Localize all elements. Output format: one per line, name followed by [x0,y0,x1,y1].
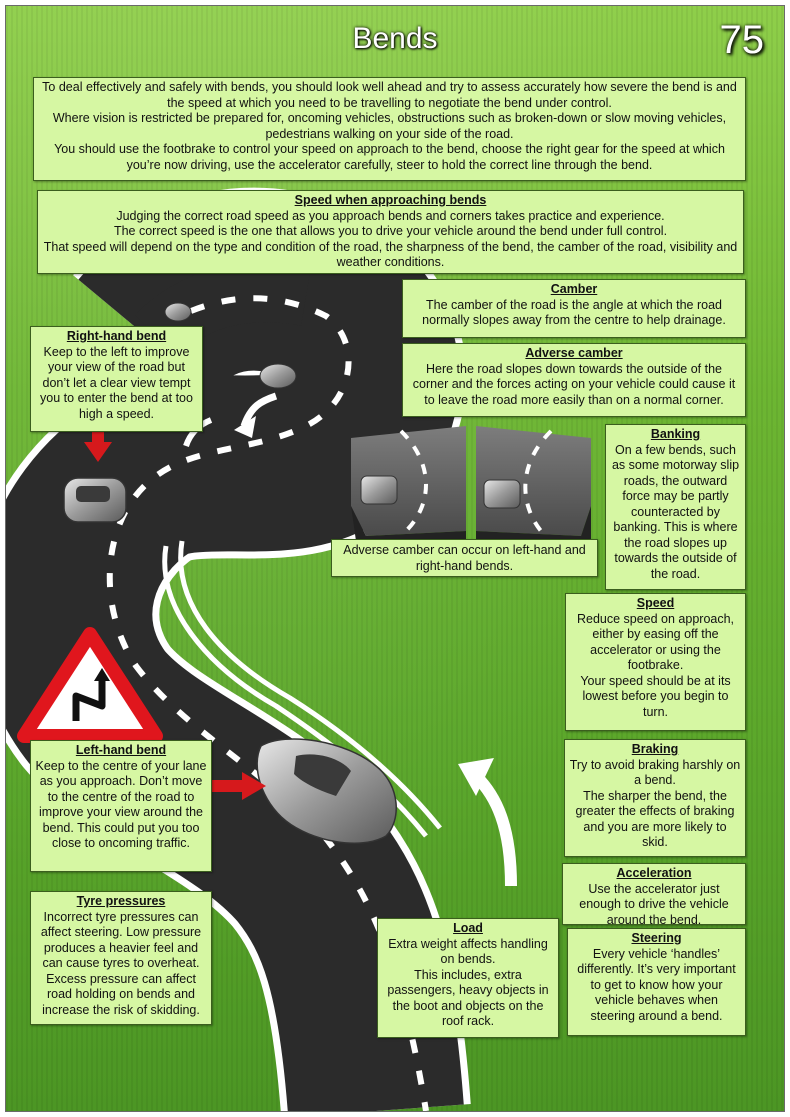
speed-text: Reduce speed on approach, either by easing off the accelerator or using the footbrake. Your speed should be at its lowest before you begin to turn. [576,611,735,719]
load-box [377,918,559,1038]
adverse-camber-caption [331,539,598,577]
banking-text: On a few bends, such as some motorway slip roads, the outward force may be partly counteracted by banking. This is where the road slopes up towards the outside of the road. [611,442,740,581]
braking-heading: Braking [631,742,679,756]
right-hand-bend-heading: Right-hand bend [66,329,167,343]
speed-approaching-text: Judging the correct road speed as you approach bends and corners takes practice and experience. The correct speed is the one that allows you to drive your vehicle around the bend under full control. That speed will depend on the type and condition of the road, the sharpness of the bend, the camber of the road, visibility and weather conditions. [43,208,738,269]
right-hand-bend-text: Keep to the left to improve your view of the road but don’t let a clear view tempt you to enter the bend at too high a speed. [40,344,193,421]
speed-approaching-heading: Speed when approaching bends [294,193,487,207]
tyre-pressures-box [30,891,212,1025]
adverse-camber-heading: Adverse camber [525,346,623,360]
camber-box [402,279,746,338]
left-hand-bend-box [30,740,212,872]
left-hand-bend-heading: Left-hand bend [75,743,167,757]
load-text: Extra weight affects handling on bends. This includes, extra passengers, heavy objects in the boot and objects on the roof rack. [387,936,549,1028]
adverse-camber-caption-text: Adverse camber can occur on left-hand and right-hand bends. [343,543,586,573]
acceleration-box [562,863,746,925]
left-hand-bend-text: Keep to the centre of your lane as you approach. Don’t move to the centre of the road to improve your view around the bend. This could put you too close to oncoming traffic. [35,758,207,850]
right-hand-bend-box [30,326,203,432]
camber-text: The camber of the road is the angle at which the road normally slopes away from the centre to help drainage. [422,297,726,327]
adverse-camber-text: Here the road slopes down towards the outside of the corner and the forces acting on your vehicle could cause it to leave the road more easily than on a normal corner. [412,361,736,407]
speed-box [565,593,746,731]
intro-text: To deal effectively and safely with bends, you should look well ahead and try to assess accurately how severe the bend is and the speed at which you need to be travelling to negotiate the bend under control. Where vision is restricted be prepared for, oncoming vehicles, obstructions such as broken-down or slow moving vehicles, pedestrians walking on your side of the road. You should use the footbrake to control your speed on approach to the bend, choose the right gear for the speed at which you’re now driving, use the accelerator carefully, steer to hold the correct line through the bend. [42,80,737,172]
page-title: Bends [352,22,438,55]
banking-box [605,424,746,590]
load-heading: Load [453,921,483,935]
intro-box [33,77,746,181]
tyre-pressures-heading: Tyre pressures [76,894,166,908]
camber-heading: Camber [550,282,598,296]
page [5,5,785,1112]
adverse-camber-box [402,343,746,417]
steering-box [567,928,746,1036]
steering-heading: Steering [631,931,682,945]
braking-text: Try to avoid braking harshly on a bend. The sharper the bend, the greater the effects of braking and you are more likely to skid. [569,757,741,849]
speed-approaching-box [37,190,744,274]
speed-heading: Speed [636,596,675,610]
acceleration-heading: Acceleration [616,866,692,880]
page-number: 75 [719,18,764,62]
banking-heading: Banking [650,427,701,441]
braking-box [564,739,746,857]
tyre-pressures-text: Incorrect tyre pressures can affect steering. Low pressure produces a heavier feel and can cause tyres to overheat. Excess pressure can affect road holding on bends and increase the risk of skidding. [40,909,202,1017]
steering-text: Every vehicle ‘handles’ differently. It’s very important to get to know how your vehicle behaves when steering around a bend. [577,946,736,1023]
acceleration-text: Use the accelerator just enough to drive the vehicle around the bend. [579,881,729,927]
adverse-camber-diagram [351,426,591,541]
